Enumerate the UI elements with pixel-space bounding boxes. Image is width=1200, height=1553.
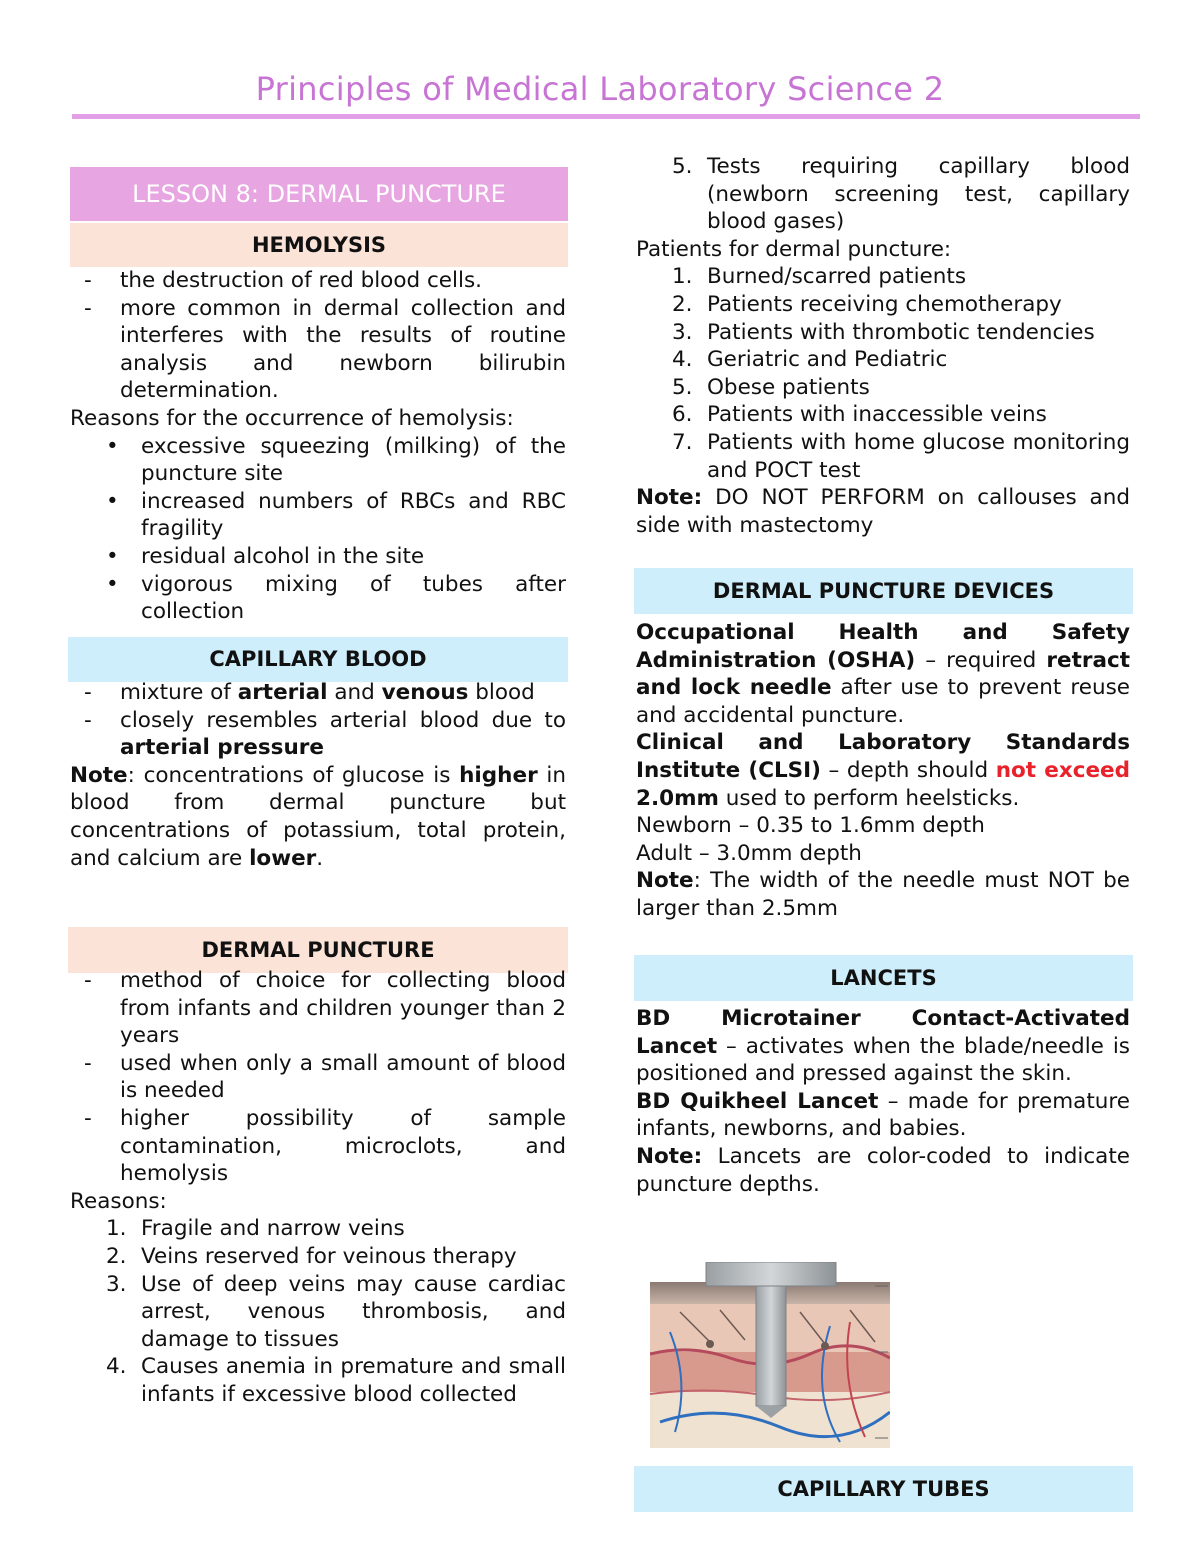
- newborn-depth: Newborn – 0.35 to 1.6mm depth: [636, 813, 985, 839]
- dermal-puncture-note: Note: DO NOT PERFORM on callouses and side with mastectomy: [636, 485, 1130, 538]
- dermal-puncture-continued: [636, 153, 1130, 539]
- dermal-puncture-heading: DERMAL PUNCTURE: [68, 927, 568, 973]
- list-item: 5. Tests requiring capillary blood (newborn screening test, capillary blood gases): [672, 154, 1130, 235]
- list-item: • vigorous mixing of tubes after collection: [106, 571, 566, 625]
- list-item: 5. Obese patients: [672, 374, 870, 400]
- adult-depth: Adult – 3.0mm depth: [636, 840, 862, 866]
- list-item: 2. Veins reserved for veinous therapy: [106, 1243, 517, 1269]
- devices-heading: DERMAL PUNCTURE DEVICES: [634, 568, 1133, 614]
- list-item: 2. Patients receiving chemotherapy: [672, 291, 1062, 317]
- list-item: 4. Causes anemia in premature and small infants if excessive blood collected: [106, 1354, 566, 1407]
- dermal-puncture-section: [70, 967, 566, 1409]
- hemolysis-section: [70, 267, 566, 626]
- title-divider: [72, 114, 1140, 119]
- lancets-note: Note: Lancets are color-coded to indicate puncture depths.: [636, 1143, 1130, 1197]
- bd-microtainer-paragraph: BD Microtainer Contact-Activated Lancet – activates when the blade/needle is positioned and pressed against the skin.: [636, 1006, 1130, 1087]
- list-item: 4. Geriatric and Pediatric: [672, 347, 948, 373]
- list-item: 6. Patients with inaccessible veins: [672, 402, 1047, 428]
- lancets-section: [636, 1005, 1130, 1198]
- list-item: - the destruction of red blood cells.: [84, 268, 483, 293]
- list-item: 7. Patients with home glucose monitoring and POCT test: [672, 429, 1130, 483]
- list-item: 1. Fragile and narrow veins: [106, 1216, 405, 1242]
- lancets-heading: LANCETS: [634, 955, 1133, 1001]
- devices-note: Note: The width of the needle must NOT be larger than 2.5mm: [636, 868, 1130, 921]
- document-title: Principles of Medical Laboratory Science 2: [255, 70, 945, 108]
- list-item: - more common in dermal collection and interferes with the results of routine analysis and newborn bilirubin determination.: [84, 295, 566, 404]
- dermal-reasons-intro: Reasons:: [70, 1188, 167, 1214]
- list-item: - method of choice for collecting blood from infants and children younger than 2 years: [84, 968, 566, 1049]
- devices-section: [636, 619, 1130, 923]
- capillary-blood-note: Note: concentrations of glucose is higher in blood from dermal puncture but concentrations of potassium, total protein, and calcium are lower.: [70, 762, 566, 871]
- list-item: - closely resembles arterial blood due to arterial pressure: [84, 707, 566, 761]
- capillary-tubes-heading: CAPILLARY TUBES: [634, 1466, 1133, 1512]
- capillary-blood-heading: CAPILLARY BLOOD: [68, 637, 568, 682]
- hemolysis-reasons-intro: Reasons for the occurrence of hemolysis:: [70, 405, 514, 431]
- skin-puncture-illustration: [650, 1262, 890, 1448]
- list-item: 3. Patients with thrombotic tendencies: [672, 319, 1095, 345]
- list-item: • excessive squeezing (milking) of the puncture site: [106, 433, 566, 487]
- hemolysis-heading: HEMOLYSIS: [70, 223, 568, 267]
- lesson-title: LESSON 8: DERMAL PUNCTURE: [70, 167, 568, 221]
- list-item: 1. Burned/scarred patients: [672, 264, 967, 290]
- patients-intro: Patients for dermal puncture:: [636, 236, 952, 262]
- clsi-paragraph: Clinical and Laboratory Standards Institute (CLSI) – depth should not exceed 2.0mm used to perform heelsticks.: [636, 730, 1130, 811]
- osha-paragraph: Occupational Health and Safety Administration (OSHA) – required retract and lock needle after use to prevent reuse and accidental puncture.: [636, 620, 1130, 728]
- list-item: - used when only a small amount of blood is needed: [84, 1050, 566, 1104]
- list-item: 3. Use of deep veins may cause cardiac arrest, venous thrombosis, and damage to tissues: [106, 1271, 566, 1352]
- list-item: • residual alcohol in the site: [106, 543, 425, 569]
- list-item: - mixture of arterial and venous blood: [84, 680, 535, 705]
- capillary-blood-section: [70, 679, 566, 872]
- list-item: - higher possibility of sample contamination, microclots, and hemolysis: [84, 1105, 566, 1187]
- list-item: • increased numbers of RBCs and RBC fragility: [106, 488, 566, 542]
- bd-quikheel-paragraph: BD Quikheel Lancet – made for premature infants, newborns, and babies.: [636, 1088, 1130, 1142]
